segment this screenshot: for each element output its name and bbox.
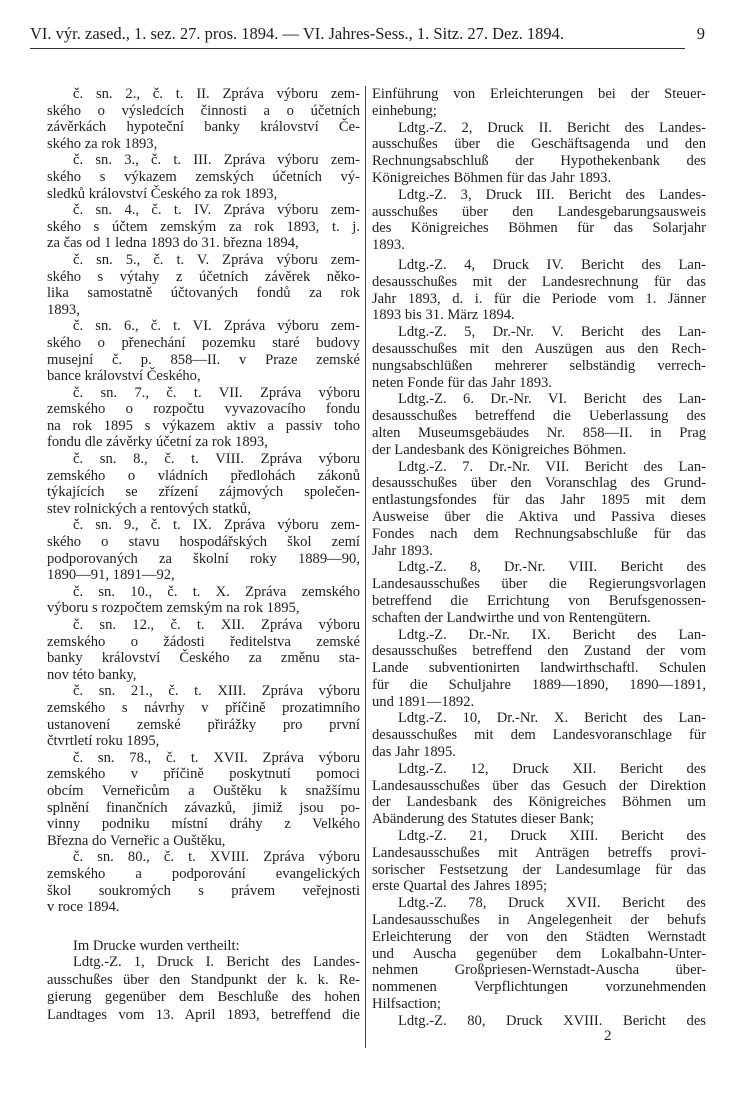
text-line: Ldtg.-Z. 12, Druck XII. Bericht des: [398, 760, 706, 777]
text-line: ského za rok 1893,: [47, 135, 158, 152]
text-line: Rechnungsabschluß der Hypothekenbank des: [372, 153, 706, 170]
paragraph: [47, 86, 360, 152]
text-line: ského o přenechání pozemku staré budovy: [47, 334, 360, 351]
text-line: 1893 bis 31. März 1894.: [372, 307, 515, 324]
paragraph: [47, 849, 360, 915]
text-line: ského o stavu hospodářských škol zemí: [47, 534, 360, 551]
text-line: vinny podniku místní dráhy z Velkého: [47, 816, 360, 833]
text-line: ského s účtem zemským za rok 1893, t. j.: [47, 218, 360, 235]
header-rule: [30, 48, 685, 49]
text-line: ausschußes über den Landesgebarungsausweis: [372, 203, 706, 220]
text-line: č. sn. 4., č. t. IV. Zpráva výboru zem-: [73, 202, 360, 219]
paragraph: [47, 451, 360, 517]
text-line: lika samostatně účtovaných fondů za rok: [47, 285, 360, 302]
text-line: č. sn. 21., č. t. XIII. Zpráva výboru: [73, 683, 360, 700]
text-line: Fondes nach dem Rechnungsabschluße für das: [372, 525, 706, 542]
text-line: Ldtg.-Z. 21, Druck XIII. Bericht des: [398, 828, 706, 845]
text-line: musejní č. p. 858—II. v Praze zemské: [47, 351, 360, 368]
text-line: Ldtg.-Z. 8, Dr.-Nr. VIII. Bericht des: [398, 559, 706, 576]
text-line: zemského v příčině poskytnutí pomoci: [47, 766, 360, 783]
text-line: sledků království Českého za rok 1893,: [47, 185, 278, 202]
text-line: entlastungsfondes für das Jahr 1895 mit dem: [372, 492, 706, 509]
text-line: 1893,: [47, 301, 80, 318]
text-line: Ldtg.-Z. 2, Druck II. Bericht des Landes-: [398, 119, 706, 136]
text-line: bance království Českého,: [47, 368, 201, 385]
text-line: ského s výkazem zemských účetních vý-: [47, 168, 360, 185]
paragraph: [372, 1013, 706, 1030]
text-line: č. sn. 9., č. t. IX. Zpráva výboru zem-: [73, 517, 360, 534]
text-line: Jahr 1893.: [372, 542, 433, 559]
paragraph: [372, 559, 706, 626]
text-line: nov této banky,: [47, 666, 137, 683]
paragraph: [372, 627, 706, 711]
text-line: Königreiches Böhmen für das Jahr 1893.: [372, 169, 612, 186]
text-line: erste Quartal des Jahres 1895;: [372, 878, 548, 895]
paragraph: [372, 895, 706, 1013]
text-line: 1893.: [372, 237, 405, 254]
text-line: na rok 1895 s výkazem aktiv a passiv toho: [47, 417, 360, 434]
text-line: č. sn. 6., č. t. VI. Zpráva výboru zem-: [73, 318, 360, 335]
text-line: Ldtg.-Z. 3, Druck III. Bericht des Landes-: [398, 186, 706, 203]
text-line: č. sn. 2., č. t. II. Zpráva výboru zem-: [73, 86, 360, 102]
paragraph: [372, 324, 706, 391]
page-number: 9: [696, 24, 705, 43]
text-line: Einführung von Erleichterungen bei der Steuer-: [372, 86, 706, 102]
text-line: desausschußes mit den Auszügen aus den Rech-: [372, 340, 706, 357]
text-line: Ldtg.-Z. 80, Druck XVIII. Bericht des: [398, 1012, 706, 1029]
text-line: gierung gegenüber dem Beschluße des hohen: [47, 989, 360, 1006]
text-line: Ldtg.-Z. 1, Druck I. Bericht des Landes-: [73, 954, 360, 971]
paragraph: [372, 828, 706, 895]
text-line: Ldtg.-Z. 10, Dr.-Nr. X. Bericht des Lan-: [398, 710, 706, 727]
text-line: zemského o rozpočtu vyvazovacího fondu: [47, 401, 360, 418]
text-line: 1890—91, 1891—92,: [47, 567, 175, 584]
text-line: týkajících se zřízení zájmových společen-: [47, 484, 360, 501]
paragraph: [47, 938, 360, 955]
text-line: č. sn. 12., č. t. XII. Zpráva výboru: [73, 617, 360, 633]
text-line: stev rolnických a rentových statků,: [47, 500, 251, 517]
text-line: Ldtg.-Z. 5, Dr.-Nr. V. Bericht des Lan-: [398, 324, 706, 341]
text-line: škol soukromých s právem veřejnosti: [47, 882, 360, 899]
text-line: č. sn. 7., č. t. VII. Zpráva výboru: [73, 384, 360, 401]
text-line: obcím Verneřicům a Ouštěku k snažšímu: [47, 782, 360, 799]
text-line: desausschußes über den Voranschlag des Grund-: [372, 475, 706, 492]
text-line: neten Fonde für das Jahr 1893.: [372, 374, 552, 391]
paragraph: [47, 954, 360, 1024]
text-line: ausschußes über die Geschäftsagenda und den: [372, 136, 706, 153]
text-line: nungsabschlüßen mehrerer selbständig verrech-: [372, 357, 706, 374]
paragraph: [47, 617, 360, 683]
text-line: und 1891—1892.: [372, 693, 475, 710]
text-line: za čas od 1 ledna 1893 do 31. března 1894,: [47, 235, 299, 252]
text-line: č. sn. 80., č. t. XVIII. Zpráva výboru: [73, 849, 360, 866]
paragraph: [47, 517, 360, 583]
text-line: desausschußes betreffend den Zustand der vom: [372, 643, 706, 660]
paragraph: [372, 459, 706, 560]
text-line: Landesausschußes über die Regierungsvorlagen: [372, 576, 706, 593]
text-line: Ausweise über die Aktiva und Passiva dieses: [372, 508, 706, 525]
paragraph: [372, 710, 706, 760]
text-line: nehmen Großpriesen-Wernstadt-Auscha über-: [372, 962, 706, 979]
paragraph: [47, 252, 360, 318]
paragraph: [372, 86, 706, 120]
right-column-german: [372, 86, 706, 1030]
paragraph: [47, 584, 360, 617]
text-line: der Landesbank des Königreiches Böhmen.: [372, 441, 627, 458]
text-line: č. sn. 8., č. t. VIII. Zpráva výboru: [73, 451, 360, 468]
text-line: č. sn. 78., č. t. XVII. Zpráva výboru: [73, 749, 360, 766]
paragraph: [372, 120, 706, 187]
paragraph: [372, 761, 706, 828]
text-line: zemského a podporování evangelických: [47, 865, 360, 882]
signature-mark: 2: [604, 1028, 612, 1044]
paragraph: [47, 202, 360, 252]
text-line: einhebung;: [372, 102, 437, 119]
running-title: VI. výr. zased., 1. sez. 27. pros. 1894. — VI. Jahres-Sess., 1. Sitz. 27. Dez. 1894.: [30, 24, 565, 43]
paragraph: [47, 385, 360, 451]
text-line: č. sn. 10., č. t. X. Zpráva zemského: [73, 583, 360, 600]
text-line: výboru s rozpočtem zemským na rok 1895,: [47, 600, 300, 617]
paragraph: [47, 750, 360, 850]
text-line: Hilfsaction;: [372, 996, 441, 1013]
text-line: ského o výsledcích činnosti a o účetních: [47, 102, 360, 119]
text-line: Landesausschußes über das Gesuch der Direktion: [372, 777, 706, 794]
text-line: Ldtg.-Z. 78, Druck XVII. Bericht des: [398, 895, 706, 912]
text-line: Landesausschußes mit Anträgen betreffs provi-: [372, 844, 706, 861]
paragraph: [47, 318, 360, 384]
text-line: podporovaných za školní roky 1889—90,: [47, 550, 360, 567]
paragraph: [47, 152, 360, 202]
text-line: Ldtg.-Z. 4, Druck IV. Bericht des Lan-: [398, 256, 706, 273]
text-line: alten Museumsgebäudes Nr. 858—II. in Prag: [372, 424, 706, 441]
text-line: banky království Českého za změnu sta-: [47, 650, 360, 667]
text-line: und Auscha gegenüber dem Lokalbahn-Unter-: [372, 945, 706, 962]
left-column-czech: [47, 86, 360, 1024]
text-line: zemského s návrhy v příčině prozatimního: [47, 699, 360, 716]
text-line: zemského o vládních předlohách zákonů: [47, 467, 360, 484]
text-line: Im Drucke wurden vertheilt:: [73, 937, 240, 954]
text-line: Ldtg.-Z. Dr.-Nr. IX. Bericht des Lan-: [398, 626, 706, 643]
text-line: Lande subventionirten landwirthschaftl. Schulen: [372, 660, 706, 677]
text-line: Jahr 1893, d. i. für die Periode vom 1. Jänner: [372, 290, 706, 307]
text-line: für die Schuljahre 1889—1890, 1890—1891,: [372, 676, 706, 693]
paragraph: [372, 257, 706, 324]
text-line: v roce 1894.: [47, 899, 120, 916]
text-line: desausschußes mit der Landesrechnung für das: [372, 273, 706, 290]
text-line: Landtages vom 13. April 1893, betreffend die: [47, 1006, 360, 1023]
column-divider: [365, 86, 366, 1048]
text-line: závěrkách hypoteční banky království Če-: [47, 119, 360, 136]
text-line: zemského o žádosti ředitelstva zemské: [47, 633, 360, 650]
text-line: č. sn. 5., č. t. V. Zpráva výboru zem-: [73, 251, 360, 268]
text-line: nommenen Verpflichtungen vorzunehmenden: [372, 979, 706, 996]
text-line: schaften der Landwirthe und von Rentengütern.: [372, 609, 651, 626]
text-line: ského s výtahy z účetních závěrek něko-: [47, 268, 360, 285]
text-line: Března do Verneřic a Ouštěku,: [47, 832, 226, 849]
text-line: sorischer Festsetzung der Landesumlage für das: [372, 861, 706, 878]
text-line: splnění finančních závazků, jimiž jsou po-: [47, 799, 360, 816]
text-line: č. sn. 3., č. t. III. Zpráva výboru zem-: [73, 152, 360, 169]
paragraph: [372, 187, 706, 254]
text-line: ausschußes über den Standpunkt der k. k. Re-: [47, 971, 360, 988]
text-line: Erleichterung der von den Städten Wernstadt: [372, 928, 706, 945]
text-line: ustanovení zemské přirážky pro první: [47, 716, 360, 733]
text-line: desausschußes betreffend die Ueberlassung des: [372, 408, 706, 425]
text-line: Ldtg.-Z. 6. Dr.-Nr. VI. Bericht des Lan-: [398, 391, 706, 408]
text-line: Landesausschußes in Angelegenheit der behufs: [372, 912, 706, 929]
paragraph: [372, 391, 706, 458]
running-header: [30, 24, 705, 46]
text-line: desausschußes mit dem Landesvoranschlage für: [372, 727, 706, 744]
text-line: das Jahr 1895.: [372, 744, 456, 761]
text-line: fondu dle závěrky účetní za rok 1893,: [47, 434, 268, 451]
text-line: Ldtg.-Z. 7. Dr.-Nr. VII. Bericht des Lan-: [398, 458, 706, 475]
paragraph: [47, 683, 360, 749]
text-line: des Königreiches Böhmen für das Solarjahr: [372, 220, 706, 237]
text-line: Abänderung des Statutes dieser Bank;: [372, 811, 595, 828]
text-line: betreffend die Errichtung von Berufsgenossen-: [372, 592, 706, 609]
text-line: der Landesbank des Königreiches Böhmen um: [372, 794, 706, 811]
text-line: čtvrtletí roku 1895,: [47, 733, 160, 750]
